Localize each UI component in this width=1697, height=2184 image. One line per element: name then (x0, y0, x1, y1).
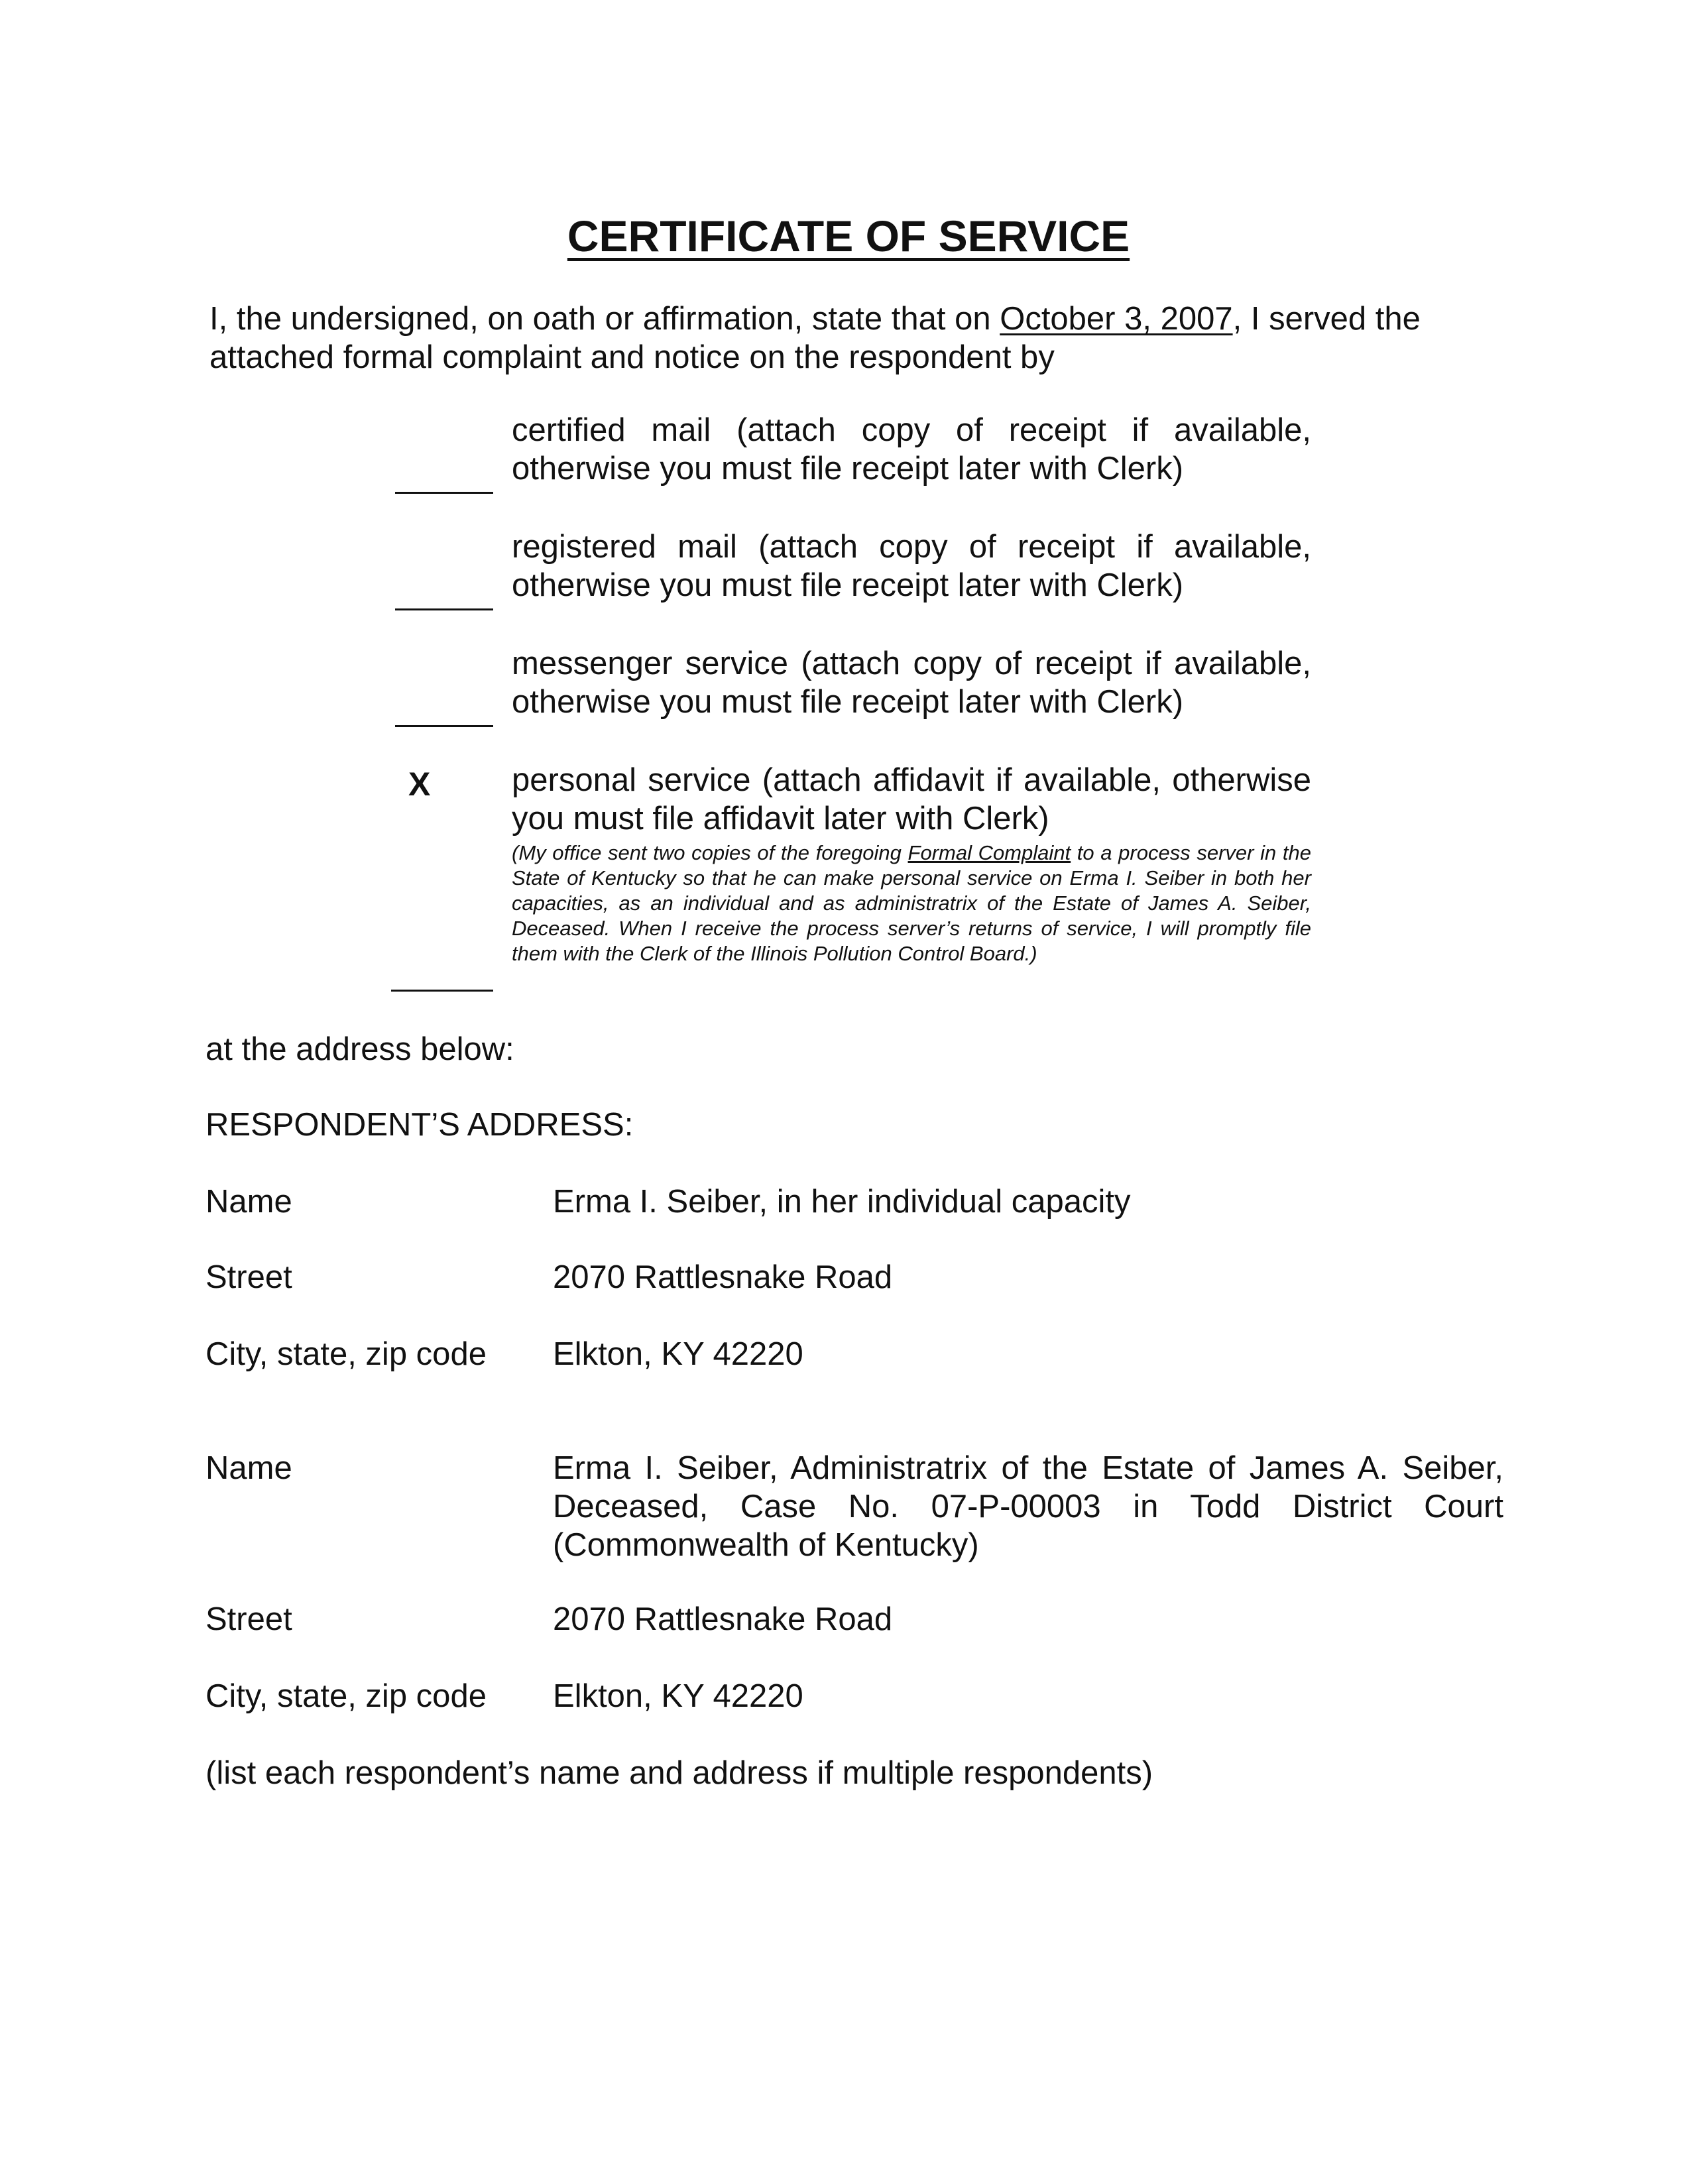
option-note (512, 840, 1311, 966)
respondent-1-name: Erma I. Seiber, in her individual capacity (553, 1184, 1131, 1220)
respondent-1-name-label: Name (205, 1184, 292, 1220)
respondent-1-city-label: City, state, zip code (205, 1336, 487, 1372)
respondent-2-street: 2070 Rattlesnake Road (553, 1601, 893, 1637)
option-blank-line (391, 990, 493, 992)
intro-text-end: , I served the attached formal complaint and notice on the respondent by (209, 301, 1421, 375)
option-blank-line (395, 725, 493, 727)
service-option-registered-mail (395, 528, 1311, 614)
option-blank-line (395, 492, 493, 494)
intro-text-start: I, the undersigned, on oath or affirmation, state that on (209, 301, 1000, 337)
option-label: personal service (attach affidavit if available, otherwise you must file affidavit later with Clerk) (512, 762, 1311, 836)
respondent-1-street-label: Street (205, 1259, 292, 1295)
service-date: October 3, 2007 (1000, 301, 1233, 337)
option-blank-line (395, 608, 493, 610)
respondent-2-name-label: Name (205, 1450, 292, 1486)
respondent-2-name: Erma I. Seiber, Administratrix of the Estate of James A. Seiber, Deceased, Case No. 07-P-00003 in Todd District Court (Commonwealth of Kentucky) (553, 1450, 1503, 1563)
option-label: registered mail (attach copy of receipt if available, otherwise you must file receipt later with Clerk) (512, 529, 1311, 603)
service-option-messenger (395, 644, 1311, 730)
footer-note: (list each respondent’s name and address if multiple respondents) (205, 1755, 1153, 1791)
service-option-certified-mail (395, 411, 1311, 497)
document-title: CERTIFICATE OF SERVICE (567, 211, 1130, 260)
respondent-1-street: 2070 Rattlesnake Road (553, 1259, 893, 1295)
respondent-2-city-label: City, state, zip code (205, 1678, 487, 1714)
option-note-end: to a process server in the State of Kentucky so that he can make personal service on Erma I. Seiber in both her capacities, as an individual and as administratrix of the Estate of James A. Seiber, Deceased. When I receive the process server’s returns of service, I will promptly file them with the Clerk of the Illinois Pollution Control Board.) (512, 841, 1311, 965)
option-note-start: (My office sent two copies of the foregoing (512, 841, 908, 864)
option-label: messenger service (attach copy of receipt if available, otherwise you must file receipt later with Clerk) (512, 646, 1311, 720)
service-option-personal (395, 761, 1311, 994)
option-note-underlined: Formal Complaint (907, 841, 1071, 864)
respondent-heading: RESPONDENT’S ADDRESS: (205, 1107, 634, 1143)
respondent-2-city: Elkton, KY 42220 (553, 1678, 803, 1714)
respondent-1-city: Elkton, KY 42220 (553, 1336, 803, 1372)
respondent-2-street-label: Street (205, 1601, 292, 1637)
option-label: certified mail (attach copy of receipt if available, otherwise you must file receipt later with Clerk) (512, 412, 1311, 487)
option-check-mark: X (408, 766, 431, 803)
intro-paragraph (209, 300, 1456, 376)
address-intro: at the address below: (205, 1031, 514, 1067)
